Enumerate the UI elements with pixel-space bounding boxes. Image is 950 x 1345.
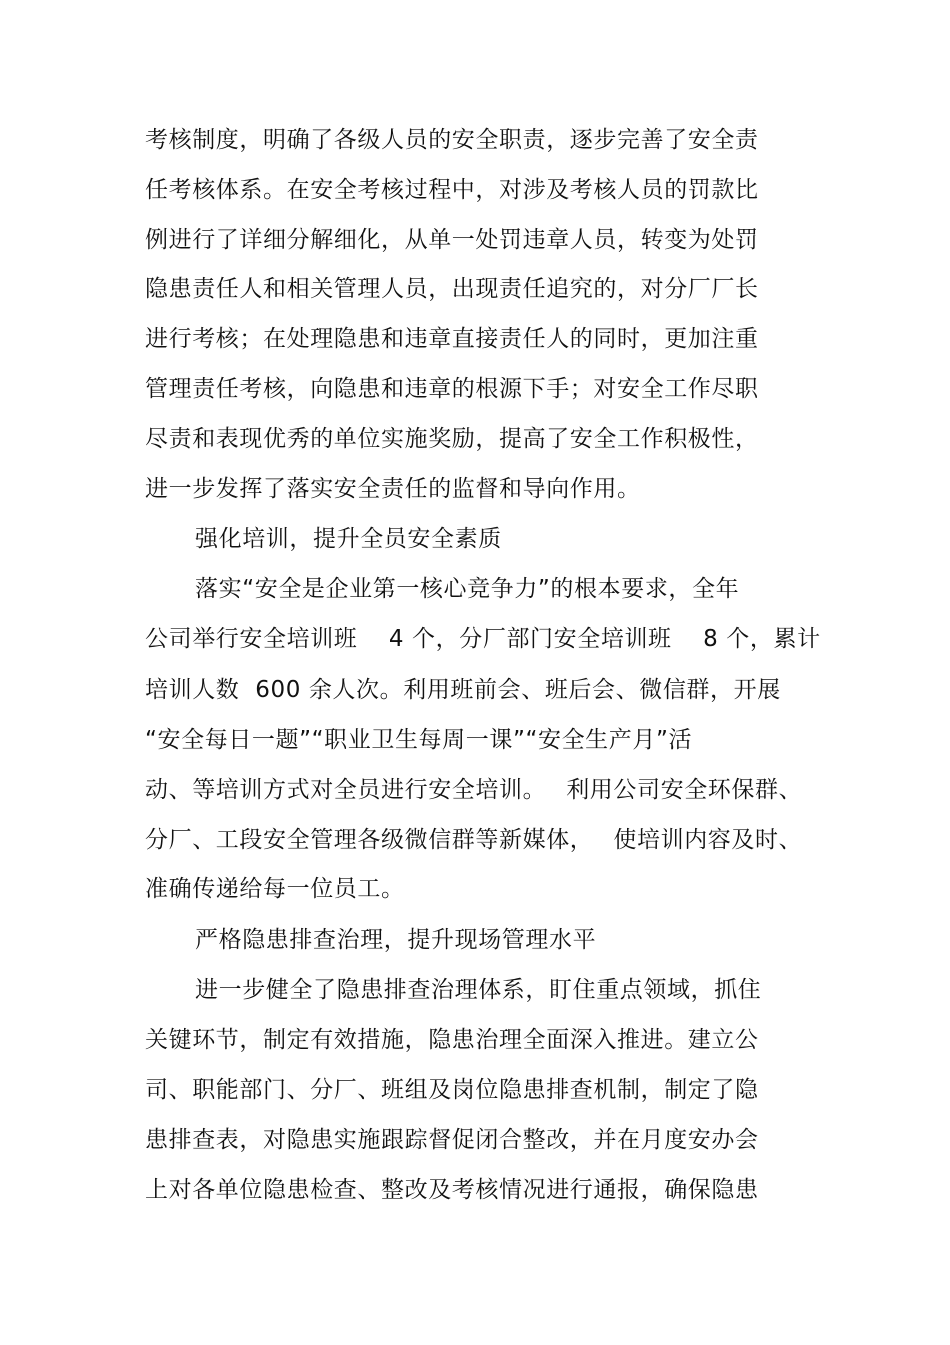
text-line: 准确传递给每一位员工。 bbox=[145, 876, 405, 902]
text-line: 进一步发挥了落实安全责任的监督和导向作用。 bbox=[145, 476, 641, 502]
text-line: 进行考核；在处理隐患和违章直接责任人的同时，更加注重 bbox=[145, 326, 759, 352]
text-line: 公司举行安全培训班 4 个，分厂部门安全培训班 8 个，累计 bbox=[145, 626, 821, 652]
text-line: 动、等培训方式对全员进行安全培训。 利用公司安全环保群、 bbox=[145, 777, 803, 803]
text-line: 任考核体系。在安全考核过程中，对涉及考核人员的罚款比 bbox=[145, 177, 759, 203]
text-line: 上对各单位隐患检查、整改及考核情况进行通报，确保隐患 bbox=[145, 1177, 759, 1203]
text-line: “安全每日一题”“职业卫生每周一课”“安全生产月”活 bbox=[145, 727, 693, 753]
text-line: 患排查表，对隐患实施跟踪督促闭合整改，并在月度安办会 bbox=[145, 1127, 759, 1153]
text-line: 考核制度，明确了各级人员的安全职责，逐步完善了安全责 bbox=[145, 127, 759, 153]
text-line: 培训人数 600 余人次。利用班前会、班后会、微信群，开展 bbox=[145, 677, 781, 703]
text-line: 分厂、工段安全管理各级微信群等新媒体， 使培训内容及时、 bbox=[145, 827, 803, 853]
text-line: 司、职能部门、分厂、班组及岗位隐患排查机制，制定了隐 bbox=[145, 1077, 759, 1103]
text-line: 管理责任考核，向隐患和违章的根源下手；对安全工作尽职 bbox=[145, 376, 759, 402]
text-line: 例进行了详细分解细化，从单一处罚违章人员，转变为处罚 bbox=[145, 227, 759, 253]
text-line: 进一步健全了隐患排查治理体系，盯住重点领域，抓住 bbox=[195, 977, 762, 1003]
text-line: 隐患责任人和相关管理人员，出现责任追究的，对分厂厂长 bbox=[145, 276, 759, 302]
text-line: 关键环节，制定有效措施，隐患治理全面深入推进。建立公 bbox=[145, 1027, 759, 1053]
text-line: 落实“安全是企业第一核心竞争力”的根本要求，全年 bbox=[195, 576, 740, 602]
section-heading: 严格隐患排查治理，提升现场管理水平 bbox=[195, 927, 597, 953]
section-heading: 强化培训，提升全员安全素质 bbox=[195, 526, 502, 552]
text-line: 尽责和表现优秀的单位实施奖励，提高了安全工作积极性， bbox=[145, 426, 759, 452]
